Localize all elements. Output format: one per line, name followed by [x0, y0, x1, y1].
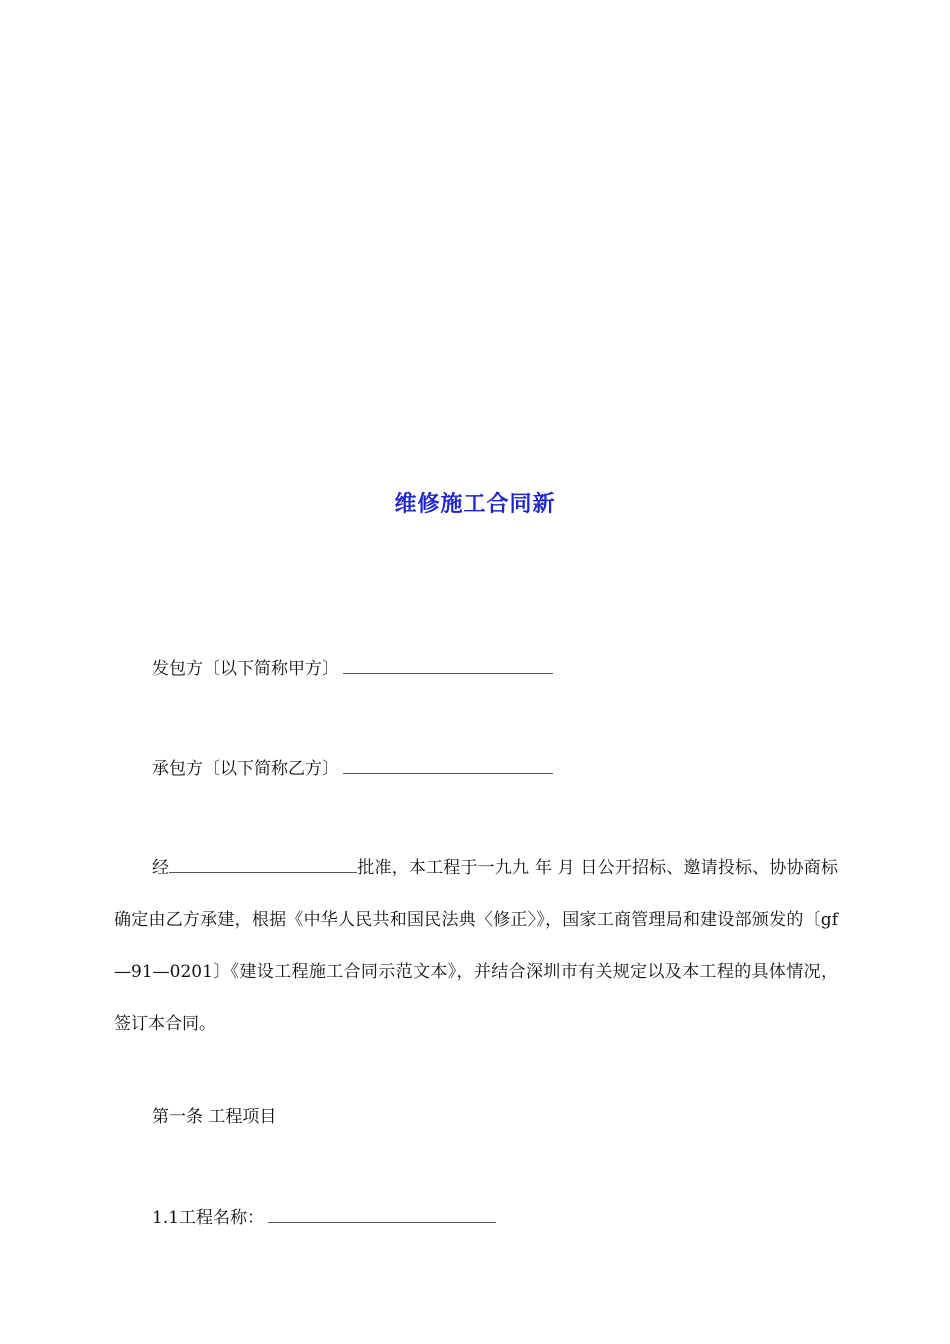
party-b-label: 承包方〔以下简称乙方〕	[152, 759, 339, 779]
document-title: 维修施工合同新	[394, 492, 556, 517]
party-a-line	[152, 657, 553, 681]
party-b-blank	[343, 757, 553, 774]
intro-prefix: 经	[152, 858, 170, 878]
party-a-blank	[343, 657, 553, 674]
approver-blank	[169, 856, 357, 873]
intro-text: 批准，本工程于一九九 年 月 日公开招标、邀请投标、协协商标确定由乙方承建，根据《中华人民共和国民法典〈修正〉》，国家工商管理局和建设部颁发的〔gf—91—0201〕《建设工程施工合同示范文本》，并结合深圳市有关规定以及本工程的具体情况，签订本合同。	[114, 858, 838, 1034]
intro-paragraph	[114, 842, 838, 1050]
article-1-heading: 第一条 工程项目	[152, 1107, 277, 1127]
project-name-blank	[268, 1206, 496, 1223]
party-a-label: 发包方〔以下简称甲方〕	[152, 659, 339, 679]
party-b-line	[152, 757, 553, 781]
item-1-1-label: 1.1工程名称：	[152, 1208, 265, 1228]
item-1-1-line	[152, 1206, 496, 1230]
